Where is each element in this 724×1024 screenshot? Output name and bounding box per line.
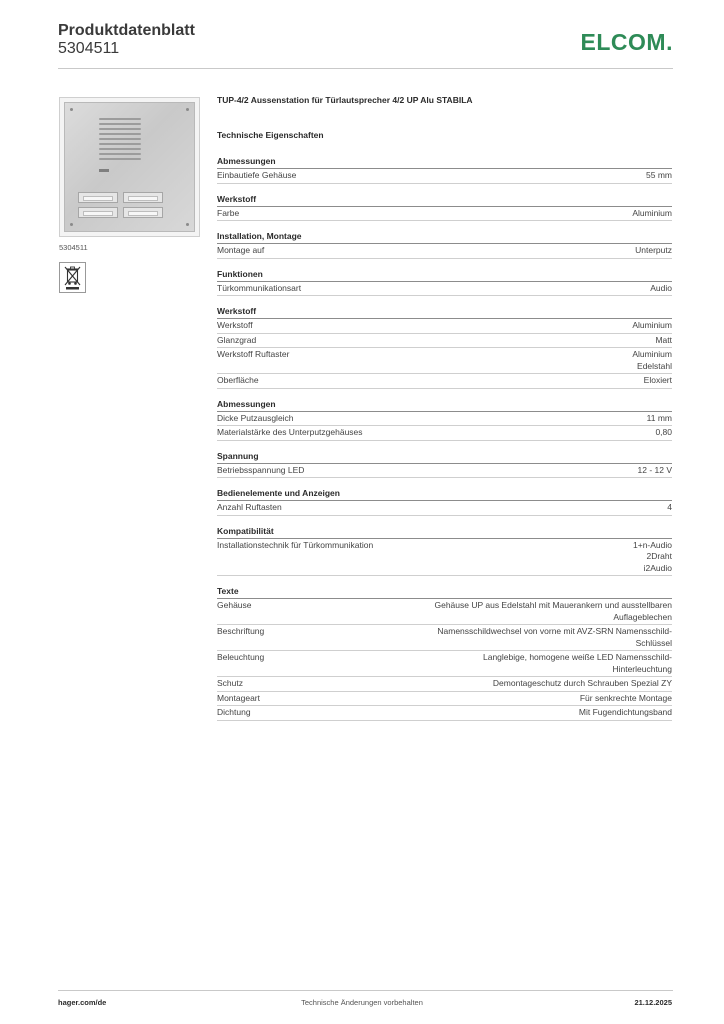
page-header	[58, 22, 673, 68]
weee-symbol	[59, 262, 86, 293]
header-divider	[58, 68, 673, 69]
spec-groups	[217, 155, 672, 721]
spec-label: Dicke Putzausgleich	[217, 412, 294, 423]
spec-row	[217, 651, 672, 677]
spec-group	[217, 305, 672, 389]
document-title: Produktdatenblatt	[58, 22, 195, 39]
spec-label: Beleuchtung	[217, 652, 265, 662]
spec-value: Mit Fugendichtungsband	[578, 707, 672, 717]
spec-group	[217, 193, 672, 222]
product-title: TUP-4/2 Aussenstation für Türlautsprecher 4/2 UP Alu STABILA	[217, 95, 473, 105]
bell-button	[123, 207, 163, 218]
spec-value: Namensschildwechsel von vorne mit AVZ-SRN Namensschild- Schlüssel	[437, 626, 672, 648]
spec-group-title: Werkstoff	[217, 305, 672, 319]
spec-row	[217, 677, 672, 692]
spec-group-title: Kompatibilität	[217, 525, 672, 539]
spec-row	[217, 207, 672, 222]
spec-value: Aluminium	[632, 207, 672, 218]
spec-value: Aluminium	[632, 320, 672, 330]
spec-group	[217, 155, 672, 184]
spec-row	[217, 539, 672, 577]
spec-row	[217, 412, 672, 427]
spec-value: Gehäuse UP aus Edelstahl mit Mauerankern und ausstellbaren Auflageblechen	[434, 600, 672, 622]
spec-value: Unterputz	[635, 245, 672, 255]
spec-value: Für senkrechte Montage	[579, 692, 672, 703]
spec-value: 0,80	[655, 427, 672, 437]
spec-label: Betriebsspannung LED	[217, 464, 305, 475]
spec-label: Gehäuse	[217, 600, 252, 610]
speaker-grille	[99, 118, 141, 166]
spec-value: 11 mm	[646, 412, 672, 423]
spec-row	[217, 501, 672, 516]
footer-disclaimer: Technische Änderungen vorbehalten	[301, 998, 423, 1007]
spec-label: Werkstoff	[217, 320, 253, 330]
spec-group-title: Texte	[217, 585, 672, 599]
screw-icon	[186, 108, 189, 111]
spec-group	[217, 525, 672, 577]
elcom-logo: ELCOM.	[580, 29, 673, 55]
spec-label: Installationstechnik für Türkommunikation	[217, 539, 374, 550]
footer-divider	[58, 990, 673, 991]
spec-row	[217, 599, 672, 625]
spec-label: Einbautiefe Gehäuse	[217, 170, 297, 180]
spec-row	[217, 348, 672, 374]
spec-label: Schutz	[217, 678, 243, 688]
spec-row	[217, 625, 672, 651]
spec-group-title: Bedienelemente und Anzeigen	[217, 487, 672, 501]
footer-website: hager.com/de	[58, 998, 107, 1007]
bell-button	[78, 192, 118, 203]
spec-row	[217, 426, 672, 441]
spec-value: 4	[667, 502, 672, 512]
spec-group	[217, 450, 672, 479]
spec-value: 1+n-Audio 2Draht i2Audio	[633, 539, 672, 573]
spec-label: Anzahl Ruftasten	[217, 502, 282, 512]
spec-label: Türkommunikationsart	[217, 282, 302, 293]
spec-group	[217, 268, 672, 297]
spec-value: 12 - 12 V	[637, 464, 672, 475]
bell-button	[78, 207, 118, 218]
document-number: 5304511	[58, 40, 120, 57]
spec-row	[217, 334, 672, 349]
spec-group-title: Funktionen	[217, 268, 672, 282]
image-caption: 5304511	[59, 243, 88, 252]
spec-label: Montage auf	[217, 245, 265, 255]
spec-value: Matt	[655, 334, 672, 345]
spec-row	[217, 706, 672, 721]
spec-row	[217, 244, 672, 259]
spec-row	[217, 464, 672, 479]
spec-group-title: Spannung	[217, 450, 672, 464]
spec-row	[217, 374, 672, 389]
screw-icon	[70, 223, 73, 226]
spec-row	[217, 282, 672, 297]
spec-value: Eloxiert	[643, 375, 672, 385]
spec-value: 55 mm	[646, 170, 672, 180]
spec-label: Beschriftung	[217, 626, 265, 636]
spec-group	[217, 585, 672, 721]
spec-value: Audio	[650, 282, 672, 293]
plate-badge	[99, 169, 109, 172]
spec-group-title: Installation, Montage	[217, 230, 672, 244]
bell-button	[123, 192, 163, 203]
spec-value: Demontageschutz durch Schrauben Spezial ZY	[492, 678, 672, 688]
spec-group-title: Abmessungen	[217, 155, 672, 169]
spec-label: Werkstoff Ruftaster	[217, 349, 290, 359]
spec-row	[217, 169, 672, 184]
spec-value: Langlebige, homogene weiße LED Namensschild- Hinterleuchtung	[483, 652, 672, 674]
screw-icon	[186, 223, 189, 226]
spec-group	[217, 230, 672, 259]
crossed-out-wheelie-bin-icon	[60, 263, 85, 292]
spec-label: Materialstärke des Unterputzgehäuses	[217, 427, 363, 437]
spec-group-title: Abmessungen	[217, 398, 672, 412]
spec-label: Oberfläche	[217, 375, 259, 385]
door-station-plate	[64, 102, 195, 232]
spec-label: Farbe	[217, 207, 240, 218]
spec-group-title: Werkstoff	[217, 193, 672, 207]
spec-group	[217, 398, 672, 441]
spec-label: Glanzgrad	[217, 334, 257, 345]
product-image	[59, 97, 200, 237]
spec-value: Aluminium Edelstahl	[632, 349, 672, 371]
spec-label: Dichtung	[217, 707, 251, 717]
spec-row	[217, 319, 672, 334]
spec-label: Montageart	[217, 692, 260, 703]
footer-date: 21.12.2025	[634, 998, 672, 1007]
specification-content	[217, 95, 672, 730]
spec-row	[217, 692, 672, 707]
section-heading: Technische Eigenschaften	[217, 130, 324, 140]
spec-group	[217, 487, 672, 516]
screw-icon	[70, 108, 73, 111]
